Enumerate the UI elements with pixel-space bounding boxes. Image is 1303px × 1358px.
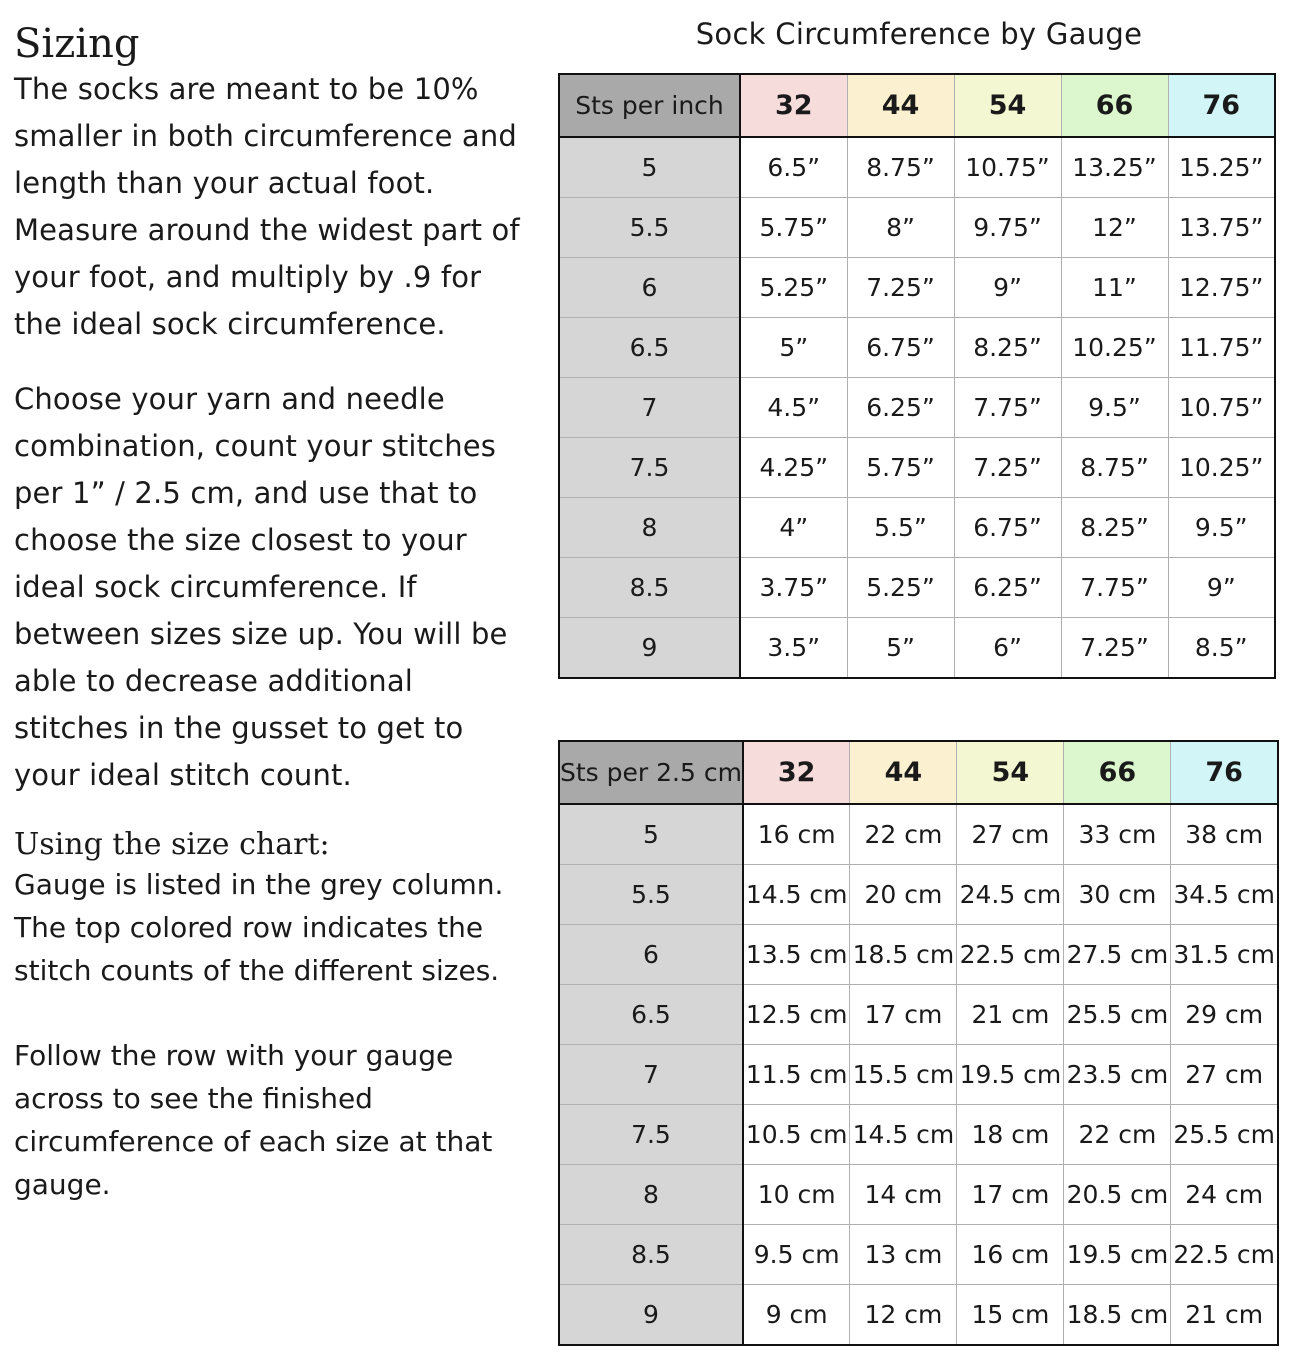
circumference-cell: 13.25”: [1061, 137, 1168, 198]
circumference-cell: 10.5 cm: [743, 1105, 850, 1165]
size-header-44: 44: [850, 741, 957, 804]
gauge-cell: 8.5: [559, 1225, 743, 1285]
circumference-cell: 8.25”: [1061, 498, 1168, 558]
gauge-cell: 7.5: [559, 438, 740, 498]
circumference-cell: 6.75”: [847, 318, 954, 378]
gauge-cell: 5.5: [559, 865, 743, 925]
circumference-cell: 3.5”: [740, 618, 847, 679]
circumference-cell: 5”: [847, 618, 954, 679]
circumference-cell: 20.5 cm: [1064, 1165, 1171, 1225]
circumference-cell: 27 cm: [1171, 1045, 1278, 1105]
circumference-cell: 9.5”: [1168, 498, 1275, 558]
circumference-cell: 9.5 cm: [743, 1225, 850, 1285]
circumference-cell: 9 cm: [743, 1285, 850, 1346]
circumference-cell: 24 cm: [1171, 1165, 1278, 1225]
table-row: [559, 1165, 1278, 1225]
circumference-cell: 19.5 cm: [957, 1045, 1064, 1105]
circumference-cell: 29 cm: [1171, 985, 1278, 1045]
circumference-cell: 15.25”: [1168, 137, 1275, 198]
circumference-cell: 7.25”: [954, 438, 1061, 498]
size-header-76: 76: [1171, 741, 1278, 804]
table-row: [559, 865, 1278, 925]
circumference-cell: 14 cm: [850, 1165, 957, 1225]
circumference-cell: 8”: [847, 198, 954, 258]
table-row: [559, 804, 1278, 865]
size-header-44: 44: [847, 74, 954, 137]
circumference-cell: 22.5 cm: [1171, 1225, 1278, 1285]
sizing-paragraph-1: The socks are meant to be 10% smaller in both circumference and length than your actual foot. Measure around the widest part of your foot, and multiply by .9 for the ideal sock circumference.: [14, 72, 520, 341]
circumference-cell: 17 cm: [957, 1165, 1064, 1225]
chart-title: Sock Circumference by Gauge: [695, 17, 1143, 51]
size-header-76: 76: [1168, 74, 1275, 137]
circumference-cell: 23.5 cm: [1064, 1045, 1171, 1105]
circumference-cell: 16 cm: [957, 1225, 1064, 1285]
size-header-32: 32: [743, 741, 850, 804]
circumference-cell: 3.75”: [740, 558, 847, 618]
circumference-cell: 25.5 cm: [1171, 1105, 1278, 1165]
circumference-cell: 7.25”: [847, 258, 954, 318]
table-row: [559, 1285, 1278, 1346]
circumference-cell: 13.75”: [1168, 198, 1275, 258]
table-row: [559, 137, 1275, 198]
gauge-cell: 5.5: [559, 198, 740, 258]
using-chart-heading: Using the size chart:: [14, 827, 330, 862]
circumference-cell: 22 cm: [850, 804, 957, 865]
gauge-cell: 5: [559, 804, 743, 865]
gauge-cell: 6: [559, 258, 740, 318]
circumference-cell: 18.5 cm: [850, 925, 957, 985]
circumference-cell: 6.75”: [954, 498, 1061, 558]
size-header-54: 54: [954, 74, 1061, 137]
circumference-cell: 4.5”: [740, 378, 847, 438]
circumference-cell: 8.75”: [847, 137, 954, 198]
circumference-cell: 12 cm: [850, 1285, 957, 1346]
table-row: [559, 1045, 1278, 1105]
using-chart-paragraph-1: Gauge is listed in the grey column. The top colored row indicates the stitch counts of the different sizes.: [14, 868, 504, 987]
circumference-cell: 5.25”: [740, 258, 847, 318]
sizing-paragraph-2: Choose your yarn and needle combination, count your stitches per 1” / 2.5 cm, and use that to choose the size closest to your ideal sock circumference. If between sizes size up. You will be able to decrease additional stitches in the gusset to get to your ideal stitch count.: [14, 382, 508, 792]
circumference-cell: 31.5 cm: [1171, 925, 1278, 985]
circumference-cell: 21 cm: [957, 985, 1064, 1045]
gauge-cell: 8: [559, 498, 740, 558]
gauge-cell: 8: [559, 1165, 743, 1225]
table-row: [559, 258, 1275, 318]
gauge-cell: 9: [559, 618, 740, 679]
circumference-cell: 7.75”: [954, 378, 1061, 438]
table-row: [559, 558, 1275, 618]
size-header-66: 66: [1061, 74, 1168, 137]
table-row: [559, 1225, 1278, 1285]
circumference-cell: 14.5 cm: [850, 1105, 957, 1165]
table-row: [559, 925, 1278, 985]
circumference-cell: 5.75”: [740, 198, 847, 258]
circumference-cell: 25.5 cm: [1064, 985, 1171, 1045]
circumference-cell: 5.75”: [847, 438, 954, 498]
gauge-cell: 7: [559, 1045, 743, 1105]
table-row: [559, 318, 1275, 378]
circumference-cell: 11”: [1061, 258, 1168, 318]
circumference-cell: 10.75”: [1168, 378, 1275, 438]
circumference-cell: 21 cm: [1171, 1285, 1278, 1346]
circumference-cell: 5.25”: [847, 558, 954, 618]
table-row: [559, 618, 1275, 679]
gauge-column-header: Sts per inch: [559, 74, 740, 137]
circumference-cell: 22 cm: [1064, 1105, 1171, 1165]
circumference-cell: 22.5 cm: [957, 925, 1064, 985]
table-row: [559, 378, 1275, 438]
circumference-cell: 12.75”: [1168, 258, 1275, 318]
gauge-cell: 6.5: [559, 318, 740, 378]
circumference-cell: 10.75”: [954, 137, 1061, 198]
circumference-cell: 9.75”: [954, 198, 1061, 258]
circumference-cell: 9”: [1168, 558, 1275, 618]
size-header-32: 32: [740, 74, 847, 137]
table-row: [559, 1105, 1278, 1165]
circumference-cell: 12.5 cm: [743, 985, 850, 1045]
size-header-row: [559, 74, 1275, 137]
circumference-cell: 7.25”: [1061, 618, 1168, 679]
gauge-cell: 7.5: [559, 1105, 743, 1165]
gauge-cell: 9: [559, 1285, 743, 1346]
circumference-cell: 9.5”: [1061, 378, 1168, 438]
circumference-cell: 8.25”: [954, 318, 1061, 378]
circumference-cell: 33 cm: [1064, 804, 1171, 865]
circumference-cell: 7.75”: [1061, 558, 1168, 618]
circumference-cell: 18 cm: [957, 1105, 1064, 1165]
gauge-cell: 7: [559, 378, 740, 438]
instructions-column: [14, 18, 534, 1206]
circumference-cell: 6.25”: [847, 378, 954, 438]
circumference-cell: 6”: [954, 618, 1061, 679]
circumference-cell: 10.25”: [1168, 438, 1275, 498]
circumference-cell: 5.5”: [847, 498, 954, 558]
gauge-cell: 6.5: [559, 985, 743, 1045]
circumference-cell: 4”: [740, 498, 847, 558]
circumference-cell: 15 cm: [957, 1285, 1064, 1346]
gauge-cell: 6: [559, 925, 743, 985]
gauge-column-header: Sts per 2.5 cm: [559, 741, 743, 804]
circumference-cell: 10.25”: [1061, 318, 1168, 378]
table-row: [559, 985, 1278, 1045]
circumference-cell: 13 cm: [850, 1225, 957, 1285]
circumference-cell: 34.5 cm: [1171, 865, 1278, 925]
circumference-cell: 17 cm: [850, 985, 957, 1045]
circumference-cell: 20 cm: [850, 865, 957, 925]
table-row: [559, 198, 1275, 258]
circumference-cell: 11.5 cm: [743, 1045, 850, 1105]
size-header-66: 66: [1064, 741, 1171, 804]
gauge-table-cm: [558, 740, 1279, 1346]
sizing-heading: Sizing: [14, 21, 140, 67]
circumference-cell: 13.5 cm: [743, 925, 850, 985]
circumference-cell: 8.5”: [1168, 618, 1275, 679]
table-row: [559, 498, 1275, 558]
circumference-cell: 6.5”: [740, 137, 847, 198]
circumference-cell: 10 cm: [743, 1165, 850, 1225]
circumference-cell: 12”: [1061, 198, 1168, 258]
circumference-cell: 4.25”: [740, 438, 847, 498]
gauge-cell: 8.5: [559, 558, 740, 618]
using-chart-paragraph-2: Follow the row with your gauge across to see the finished circumference of each size at that gauge.: [14, 1039, 493, 1201]
size-header-54: 54: [957, 741, 1064, 804]
circumference-cell: 27 cm: [957, 804, 1064, 865]
gauge-cell: 5: [559, 137, 740, 198]
circumference-cell: 8.75”: [1061, 438, 1168, 498]
circumference-cell: 24.5 cm: [957, 865, 1064, 925]
circumference-cell: 38 cm: [1171, 804, 1278, 865]
size-header-row: [559, 741, 1278, 804]
circumference-cell: 9”: [954, 258, 1061, 318]
circumference-cell: 6.25”: [954, 558, 1061, 618]
circumference-cell: 5”: [740, 318, 847, 378]
circumference-cell: 11.75”: [1168, 318, 1275, 378]
circumference-cell: 15.5 cm: [850, 1045, 957, 1105]
table-row: [559, 438, 1275, 498]
circumference-cell: 27.5 cm: [1064, 925, 1171, 985]
circumference-cell: 14.5 cm: [743, 865, 850, 925]
circumference-cell: 19.5 cm: [1064, 1225, 1171, 1285]
circumference-cell: 18.5 cm: [1064, 1285, 1171, 1346]
gauge-table-inches: [558, 73, 1276, 679]
circumference-cell: 30 cm: [1064, 865, 1171, 925]
circumference-cell: 16 cm: [743, 804, 850, 865]
